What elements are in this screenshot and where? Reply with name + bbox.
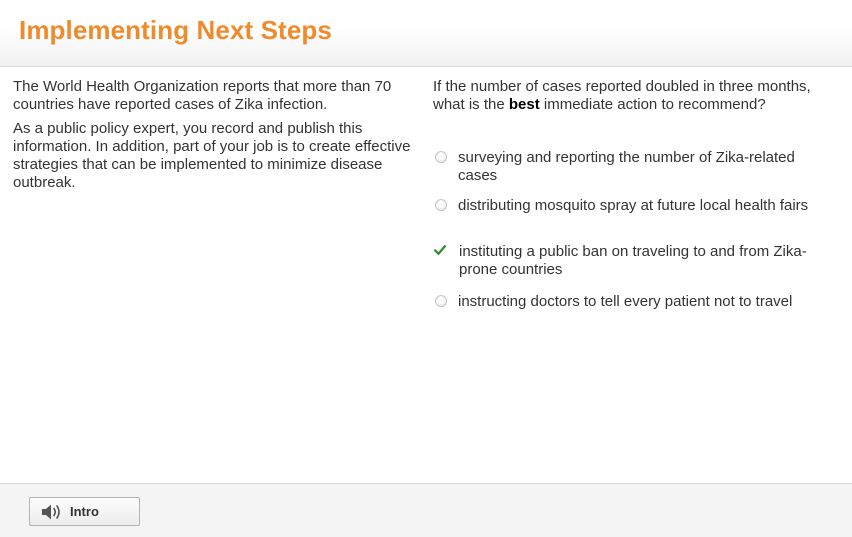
- passage-paragraph-2: As a public policy expert, you record and publish this information. In addition, part of your job is to create effective strategies that can be implemented to minimize disease outbreak.: [13, 120, 411, 191]
- radio-button-icon[interactable]: [435, 151, 447, 163]
- answer-option-4[interactable]: [433, 293, 833, 311]
- question-suffix: immediate action to recommend?: [539, 96, 766, 113]
- speaker-icon: [41, 503, 63, 521]
- radio-button-icon[interactable]: [435, 199, 447, 211]
- question-emphasis: best: [508, 96, 540, 113]
- answer-option-1[interactable]: [433, 149, 833, 185]
- question-prefix: If the number of cases reported doubled in three months, what is the: [433, 78, 811, 113]
- answer-option-label: surveying and reporting the number of Zika-related cases: [458, 149, 795, 184]
- radio-button-icon[interactable]: [435, 295, 447, 307]
- answer-option-label: distributing mosquito spray at future local health fairs: [458, 197, 809, 214]
- question-text: [433, 78, 833, 114]
- answer-option-3[interactable]: [433, 243, 833, 279]
- checkmark-icon: [434, 244, 446, 256]
- passage-paragraph-1: The World Health Organization reports that more than 70 countries have reported cases of Zika infection.: [13, 78, 392, 113]
- question-panel: [433, 78, 833, 310]
- answer-option-label: instituting a public ban on traveling to and from Zika-prone countries: [459, 243, 807, 278]
- page-title: Implementing Next Steps: [19, 15, 332, 45]
- passage: [13, 78, 421, 198]
- header-bar: [0, 0, 852, 67]
- intro-button[interactable]: [29, 497, 140, 526]
- answer-option-2[interactable]: [433, 197, 833, 215]
- intro-button-label: Intro: [70, 504, 99, 519]
- answer-option-label: instructing doctors to tell every patient not to travel: [458, 293, 793, 310]
- footer-bar: [0, 483, 852, 537]
